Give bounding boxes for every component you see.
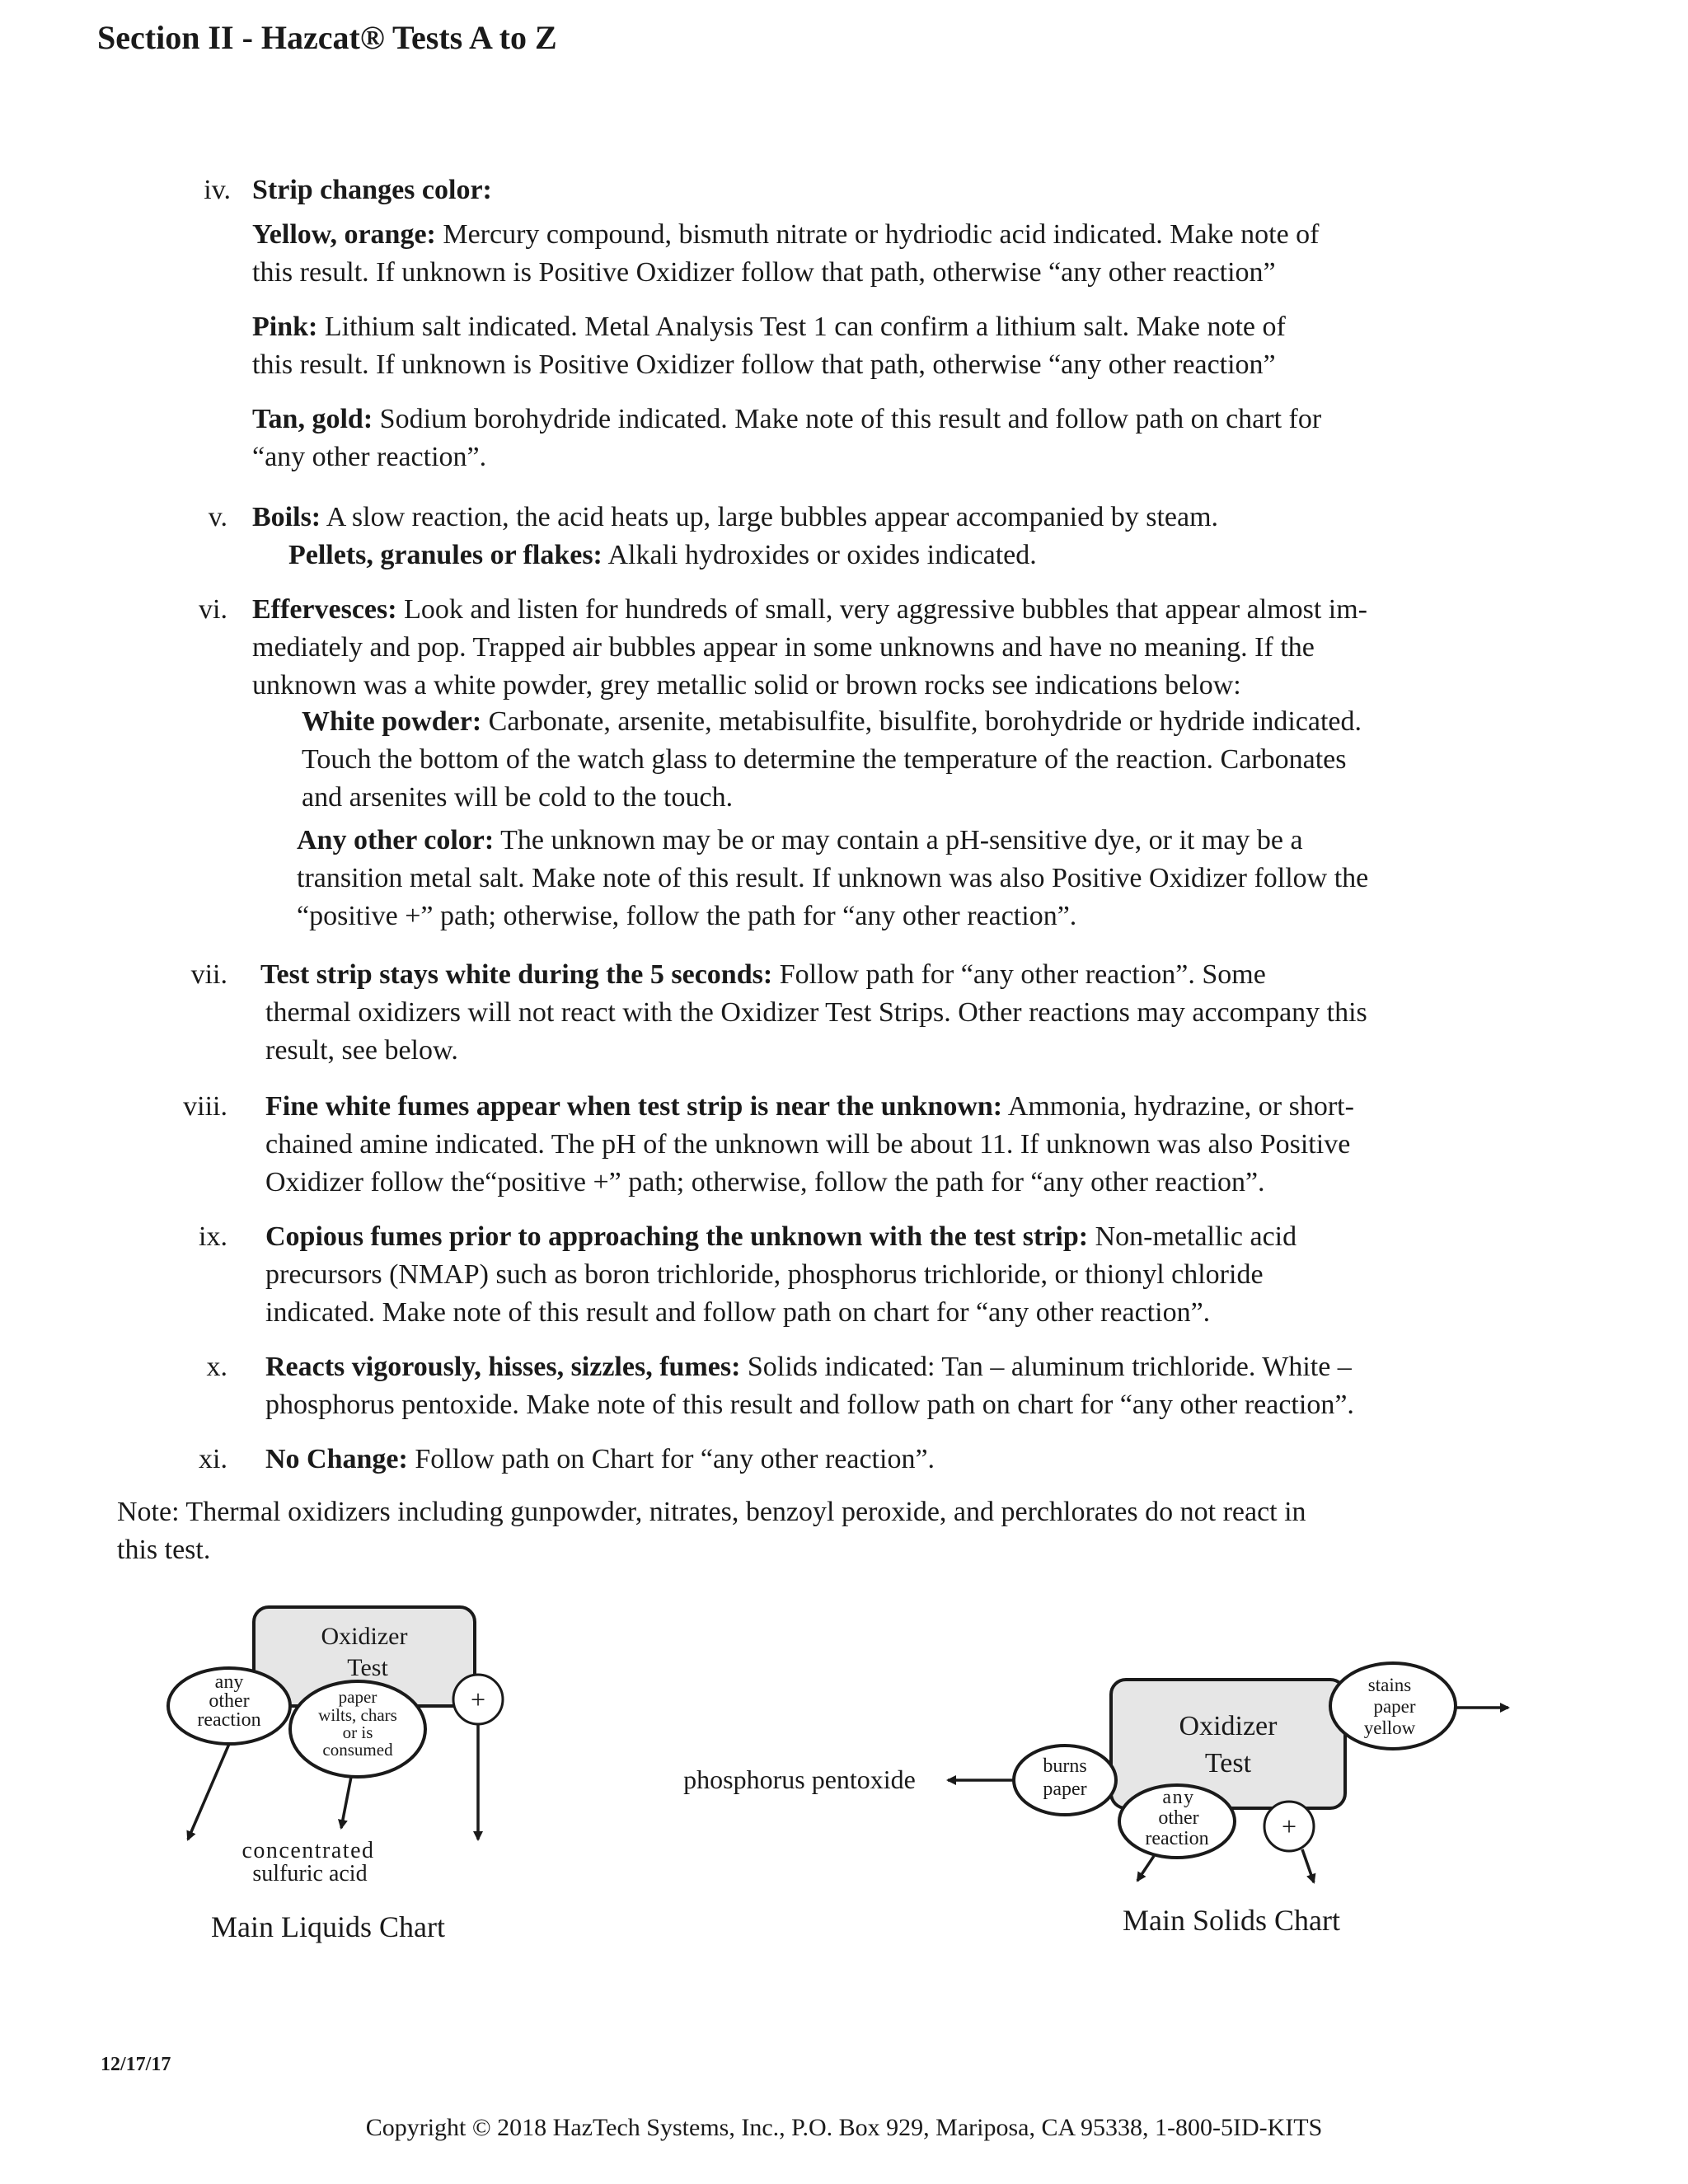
item-numeral: xi. [199,1444,227,1474]
item-text: A slow reaction, the acid heats up, large bubbles appear accompanied by steam. [326,502,1219,532]
liquids-chart-caption: Main Liquids Chart [211,1910,445,1943]
item-numeral: vii. [190,959,227,990]
sub-label: Pellets, granules or flakes: [288,540,603,570]
footer-date: 12/17/17 [101,2054,171,2075]
sub-text: and arsenites will be cold to the touch. [302,782,734,813]
sub-label: Tan, gold: [252,404,373,434]
liquids-arrow-paper [341,1777,351,1828]
item-text: indicated. Make note of this result and follow path on chart for “any other reaction”. [265,1297,1211,1328]
item-text: Solids indicated: Tan – aluminum trichloride. White – [747,1352,1352,1382]
sub-text: Alkali hydroxides or oxides indicated. [607,540,1037,570]
liquids-paper-label-4: consumed [322,1740,393,1760]
liquids-plus-label: + [470,1685,486,1714]
solids-burns-label-2: paper [1043,1779,1087,1800]
page-header: Section II - Hazcat® Tests A to Z [97,19,557,56]
liquids-arrow-any-other [188,1744,229,1840]
solids-stains-label-2: paper [1373,1696,1416,1717]
note-text: Note: Thermal oxidizers including gunpowder, nitrates, benzoyl peroxide, and perchlorates do not react in [117,1497,1306,1527]
liquids-result-label-1: concentrated [241,1838,375,1863]
item-numeral: x. [206,1352,227,1382]
solids-stains-label-3: yellow [1363,1718,1416,1738]
item-text: mediately and pop. Trapped air bubbles appear in some unknowns and have no meaning. If the [252,632,1315,663]
item-numeral: vi. [199,594,227,625]
solids-result-label: phosphorus pentoxide [683,1765,916,1794]
item-text: Oxidizer follow the“positive +” path; otherwise, follow the path for “any other reaction”. [265,1167,1265,1197]
item-label: Fine white fumes appear when test strip is near the unknown: [265,1091,1003,1122]
solids-burns-label-1: burns [1043,1755,1087,1777]
item-label: Test strip stays white during the 5 seconds: [260,959,773,990]
liquids-paper-label-1: paper [338,1687,377,1707]
item-text: Follow path on Chart for “any other reaction”. [415,1444,935,1474]
sub-text: this result. If unknown is Positive Oxidizer follow that path, otherwise “any other reaction” [252,257,1276,288]
solids-box-label-2: Test [1204,1748,1252,1779]
solids-box-label-1: Oxidizer [1179,1711,1278,1741]
item-text: Look and listen for hundreds of small, very aggressive bubbles that appear almost im- [404,594,1367,625]
sub-text: this result. If unknown is Positive Oxidizer follow that path, otherwise “any other reaction” [252,349,1276,380]
item-text: precursors (NMAP) such as boron trichloride, phosphorus trichloride, or thionyl chloride [265,1259,1264,1290]
solids-arrow-any-other [1137,1856,1154,1881]
solids-any-other-label-1: any [1162,1787,1195,1808]
item-text: chained amine indicated. The pH of the unknown will be about 11. If unknown was also Positive [265,1129,1351,1160]
sub-label: Pink: [252,312,318,342]
item-label: Reacts vigorously, hisses, sizzles, fumes: [265,1352,741,1382]
item-text: phosphorus pentoxide. Make note of this result and follow path on chart for “any other reaction”. [265,1390,1354,1420]
note-text: this test. [117,1535,211,1565]
liquids-any-other-label-2: other [209,1690,250,1712]
liquids-paper-label-2: wilts, chars [318,1705,397,1725]
liquids-box-label-2: Test [347,1654,388,1681]
liquids-any-other-label-1: any [214,1671,244,1693]
item-text: unknown was a white powder, grey metallic solid or brown rocks see indications below: [252,670,1241,701]
liquids-any-other-label-3: reaction [197,1709,261,1731]
solids-any-other-label-2: other [1158,1807,1199,1829]
solids-any-other-label-3: reaction [1145,1828,1209,1849]
solids-chart-caption: Main Solids Chart [1122,1904,1341,1937]
item-label: Strip changes color: [252,175,492,205]
item-text: result, see below. [265,1035,458,1066]
item-numeral: viii. [183,1091,227,1122]
solids-stains-label-1: stains [1367,1675,1412,1695]
sub-text: Mercury compound, bismuth nitrate or hydriodic acid indicated. Make note of [443,219,1320,250]
item-text: thermal oxidizers will not react with the Oxidizer Test Strips. Other reactions may accompany this [265,997,1367,1028]
liquids-chart [168,1607,503,1943]
item-label: Effervesces: [252,594,397,625]
solids-plus-label: + [1281,1811,1297,1841]
item-label: Copious fumes prior to approaching the unknown with the test strip: [265,1221,1089,1252]
sub-text: transition metal salt. Make note of this result. If unknown was also Positive Oxidizer follow the [297,863,1369,893]
item-numeral: iv. [204,175,231,205]
sub-label: Any other color: [297,825,495,855]
sub-label: Yellow, orange: [252,219,436,250]
item-text: Ammonia, hydrazine, or short- [1007,1091,1354,1122]
item-text: Non-metallic acid [1095,1221,1297,1252]
sub-text: “any other reaction”. [252,442,487,472]
liquids-paper-label-3: or is [342,1722,373,1742]
item-label: Boils: [252,502,321,532]
item-label: No Change: [265,1444,408,1474]
sub-text: “positive +” path; otherwise, follow the path for “any other reaction”. [297,901,1077,931]
sub-text: Touch the bottom of the watch glass to determine the temperature of the reaction. Carbonates [302,744,1347,775]
sub-text: Sodium borohydride indicated. Make note of this result and follow path on chart for [379,404,1322,434]
liquids-box-label-1: Oxidizer [321,1623,408,1650]
sub-label: White powder: [302,706,482,737]
liquids-result-label-2: sulfuric acid [252,1861,368,1886]
item-text: Follow path for “any other reaction”. Some [779,959,1266,990]
sub-text: The unknown may be or may contain a pH-sensitive dye, or it may be a [500,825,1303,855]
item-numeral: ix. [199,1221,227,1252]
item-numeral: v. [208,502,227,532]
solids-chart [683,1663,1508,1937]
solids-arrow-plus [1302,1849,1314,1882]
footer-copyright: Copyright © 2018 HazTech Systems, Inc., P.O. Box 929, Mariposa, CA 95338, 1-800-5ID-KITS [365,2114,1323,2141]
sub-text: Carbonate, arsenite, metabisulfite, bisulfite, borohydride or hydride indicated. [488,706,1362,737]
sub-text: Lithium salt indicated. Metal Analysis Test 1 can confirm a lithium salt. Make note of [324,312,1286,342]
